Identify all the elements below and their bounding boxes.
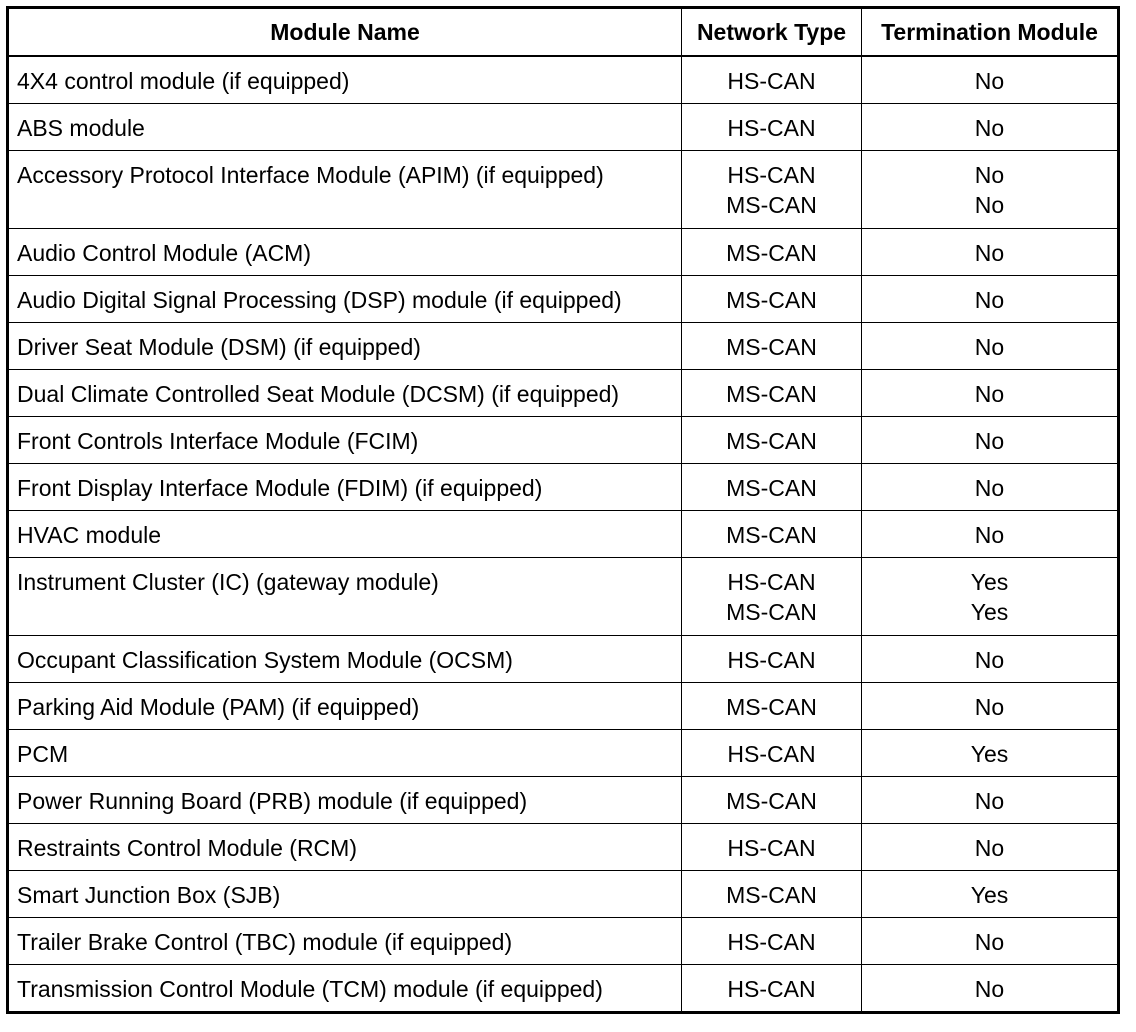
header-termination-module: Termination Module — [862, 8, 1119, 57]
network-type-value: MS-CAN — [726, 694, 817, 720]
table-row — [8, 777, 1119, 824]
header-row — [8, 8, 1119, 57]
network-type-value: HS-CAN — [727, 976, 816, 1002]
termination-value: No — [974, 162, 1005, 188]
termination-module-cell — [862, 965, 1119, 1013]
module-name-cell: Smart Junction Box (SJB) — [8, 871, 682, 918]
table-body — [8, 56, 1119, 1013]
network-type-value: MS-CAN — [726, 287, 817, 313]
module-name-cell: PCM — [8, 730, 682, 777]
network-type-value: MS-CAN — [726, 240, 817, 266]
module-name-cell: ABS module — [8, 104, 682, 151]
termination-module-cell — [862, 229, 1119, 276]
network-type-value: MS-CAN — [726, 599, 817, 625]
termination-module-cell — [862, 104, 1119, 151]
termination-value: Yes — [970, 882, 1009, 908]
module-name-cell: Driver Seat Module (DSM) (if equipped) — [8, 323, 682, 370]
termination-value: No — [974, 381, 1005, 407]
network-type-value: MS-CAN — [726, 882, 817, 908]
table-row — [8, 824, 1119, 871]
network-type-value: MS-CAN — [726, 192, 817, 218]
module-name-cell: Occupant Classification System Module (OCSM) — [8, 636, 682, 683]
module-name-cell: Instrument Cluster (IC) (gateway module) — [8, 558, 682, 636]
termination-value: No — [974, 192, 1005, 218]
module-name-cell: HVAC module — [8, 511, 682, 558]
network-type-value: HS-CAN — [727, 929, 816, 955]
termination-value: No — [974, 428, 1005, 454]
table-row — [8, 464, 1119, 511]
termination-module-cell — [862, 871, 1119, 918]
network-type-value: MS-CAN — [726, 475, 817, 501]
network-type-cell — [682, 824, 862, 871]
network-type-value: MS-CAN — [726, 522, 817, 548]
network-type-cell — [682, 370, 862, 417]
table-row — [8, 229, 1119, 276]
termination-module-cell — [862, 777, 1119, 824]
network-type-cell — [682, 871, 862, 918]
table-row — [8, 636, 1119, 683]
termination-value: No — [974, 334, 1005, 360]
module-network-table — [6, 6, 1120, 1014]
header-module-name: Module Name — [8, 8, 682, 57]
termination-value: No — [974, 835, 1005, 861]
network-type-cell — [682, 683, 862, 730]
table-row — [8, 276, 1119, 323]
termination-module-cell — [862, 323, 1119, 370]
termination-value: No — [974, 976, 1005, 1002]
header-network-type: Network Type — [682, 8, 862, 57]
table-row — [8, 683, 1119, 730]
termination-module-cell — [862, 464, 1119, 511]
termination-value: No — [974, 475, 1005, 501]
termination-value: No — [974, 287, 1005, 313]
termination-module-cell — [862, 558, 1119, 636]
table-row — [8, 104, 1119, 151]
termination-value: Yes — [970, 741, 1009, 767]
module-name-cell: Transmission Control Module (TCM) module (if equipped) — [8, 965, 682, 1013]
table-row — [8, 370, 1119, 417]
module-name-cell: Trailer Brake Control (TBC) module (if equipped) — [8, 918, 682, 965]
network-type-cell — [682, 56, 862, 104]
termination-value: No — [974, 929, 1005, 955]
termination-value: No — [974, 240, 1005, 266]
table-row — [8, 918, 1119, 965]
termination-module-cell — [862, 730, 1119, 777]
termination-module-cell — [862, 370, 1119, 417]
table-row — [8, 558, 1119, 636]
module-name-cell: Audio Control Module (ACM) — [8, 229, 682, 276]
termination-value: No — [974, 647, 1005, 673]
table-row — [8, 417, 1119, 464]
module-name-cell: 4X4 control module (if equipped) — [8, 56, 682, 104]
network-type-cell — [682, 965, 862, 1013]
network-type-value: MS-CAN — [726, 334, 817, 360]
module-name-cell: Dual Climate Controlled Seat Module (DCSM) (if equipped) — [8, 370, 682, 417]
termination-value: No — [974, 694, 1005, 720]
network-type-cell — [682, 104, 862, 151]
module-name-cell: Parking Aid Module (PAM) (if equipped) — [8, 683, 682, 730]
network-type-cell — [682, 558, 862, 636]
table-row — [8, 56, 1119, 104]
network-type-cell — [682, 777, 862, 824]
network-type-value: HS-CAN — [727, 741, 816, 767]
module-name-cell: Audio Digital Signal Processing (DSP) module (if equipped) — [8, 276, 682, 323]
network-type-value: HS-CAN — [727, 115, 816, 141]
network-type-value: HS-CAN — [727, 835, 816, 861]
network-type-value: HS-CAN — [727, 162, 816, 188]
network-type-value: HS-CAN — [727, 569, 816, 595]
termination-value: Yes — [970, 599, 1009, 625]
table-row — [8, 151, 1119, 229]
network-type-cell — [682, 229, 862, 276]
network-type-value: MS-CAN — [726, 788, 817, 814]
table-row — [8, 871, 1119, 918]
network-type-value: MS-CAN — [726, 381, 817, 407]
table-row — [8, 965, 1119, 1013]
table-row — [8, 730, 1119, 777]
termination-module-cell — [862, 151, 1119, 229]
termination-value: Yes — [970, 569, 1009, 595]
termination-value: No — [974, 115, 1005, 141]
module-name-cell: Front Display Interface Module (FDIM) (if equipped) — [8, 464, 682, 511]
termination-module-cell — [862, 417, 1119, 464]
termination-module-cell — [862, 276, 1119, 323]
network-type-cell — [682, 730, 862, 777]
termination-value: No — [974, 522, 1005, 548]
module-name-cell: Front Controls Interface Module (FCIM) — [8, 417, 682, 464]
termination-module-cell — [862, 636, 1119, 683]
network-type-cell — [682, 151, 862, 229]
termination-module-cell — [862, 918, 1119, 965]
termination-module-cell — [862, 511, 1119, 558]
termination-value: No — [974, 788, 1005, 814]
network-type-cell — [682, 464, 862, 511]
network-type-cell — [682, 323, 862, 370]
network-type-cell — [682, 417, 862, 464]
network-type-value: MS-CAN — [726, 428, 817, 454]
network-type-cell — [682, 636, 862, 683]
network-type-cell — [682, 276, 862, 323]
module-name-cell: Restraints Control Module (RCM) — [8, 824, 682, 871]
termination-module-cell — [862, 824, 1119, 871]
table-row — [8, 511, 1119, 558]
module-name-cell: Accessory Protocol Interface Module (APIM) (if equipped) — [8, 151, 682, 229]
termination-module-cell — [862, 56, 1119, 104]
network-type-cell — [682, 511, 862, 558]
network-type-value: HS-CAN — [727, 68, 816, 94]
module-name-cell: Power Running Board (PRB) module (if equipped) — [8, 777, 682, 824]
network-type-cell — [682, 918, 862, 965]
termination-value: No — [974, 68, 1005, 94]
table-row — [8, 323, 1119, 370]
network-type-value: HS-CAN — [727, 647, 816, 673]
termination-module-cell — [862, 683, 1119, 730]
